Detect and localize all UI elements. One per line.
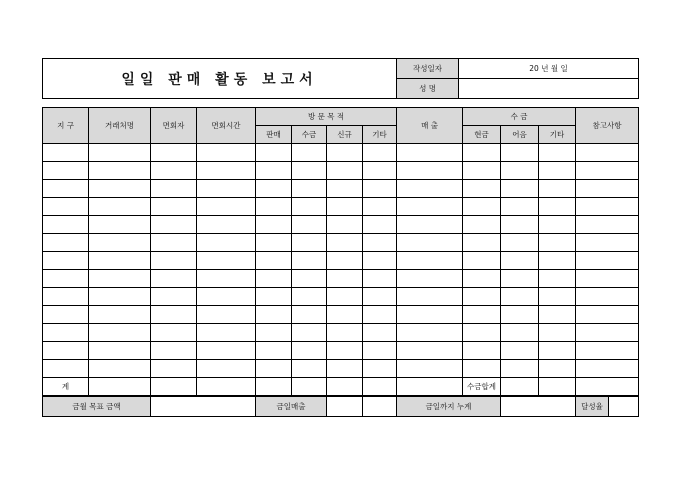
table-row: [43, 162, 639, 180]
col-interviewee: 면회자: [151, 108, 197, 144]
table-row: [43, 288, 639, 306]
report-header-table: [42, 58, 639, 99]
table-cell[interactable]: [501, 216, 539, 234]
table-cell[interactable]: [256, 306, 292, 324]
table-row: [43, 234, 639, 252]
table-cell[interactable]: [292, 270, 327, 288]
table-cell[interactable]: [363, 234, 397, 252]
table-cell[interactable]: [397, 144, 463, 162]
table-cell[interactable]: [327, 306, 363, 324]
date-field[interactable]: 20 년 월 일: [459, 59, 639, 79]
table-cell[interactable]: [501, 252, 539, 270]
table-cell[interactable]: [151, 216, 197, 234]
table-cell[interactable]: [576, 144, 639, 162]
table-cell[interactable]: [539, 162, 576, 180]
table-cell[interactable]: [43, 144, 89, 162]
table-cell[interactable]: [292, 342, 327, 360]
footer-table: [42, 396, 639, 417]
table-cell[interactable]: [501, 324, 539, 342]
table-cell[interactable]: [89, 216, 151, 234]
table-row: [43, 180, 639, 198]
table-cell[interactable]: [197, 342, 256, 360]
collection-total-label: 수금합계: [463, 378, 501, 396]
total-cell[interactable]: [327, 378, 363, 396]
total-cell[interactable]: [397, 378, 463, 396]
table-cell[interactable]: [256, 216, 292, 234]
table-cell[interactable]: [197, 234, 256, 252]
table-cell[interactable]: [363, 306, 397, 324]
table-cell[interactable]: [197, 162, 256, 180]
table-cell[interactable]: [463, 252, 501, 270]
table-cell[interactable]: [89, 324, 151, 342]
table-cell[interactable]: [89, 288, 151, 306]
table-cell[interactable]: [576, 198, 639, 216]
table-row: [43, 198, 639, 216]
table-row: [43, 252, 639, 270]
table-cell[interactable]: [89, 144, 151, 162]
table-cell[interactable]: [327, 216, 363, 234]
table-cell[interactable]: [256, 288, 292, 306]
table-cell[interactable]: [43, 216, 89, 234]
table-cell[interactable]: [89, 360, 151, 378]
table-cell[interactable]: [256, 342, 292, 360]
table-cell[interactable]: [576, 360, 639, 378]
sales-report-form: [42, 58, 638, 417]
table-cell[interactable]: [197, 144, 256, 162]
table-cell[interactable]: [327, 144, 363, 162]
table-cell[interactable]: [151, 306, 197, 324]
table-cell[interactable]: [256, 360, 292, 378]
today-sales-field[interactable]: [327, 397, 363, 417]
table-cell[interactable]: [151, 144, 197, 162]
table-cell[interactable]: [501, 306, 539, 324]
col-cash: 현금: [463, 126, 501, 144]
table-cell[interactable]: [43, 198, 89, 216]
table-cell[interactable]: [397, 270, 463, 288]
table-cell[interactable]: [501, 144, 539, 162]
table-cell[interactable]: [363, 252, 397, 270]
table-cell[interactable]: [43, 306, 89, 324]
table-cell[interactable]: [539, 288, 576, 306]
table-cell[interactable]: [256, 198, 292, 216]
table-cell[interactable]: [256, 180, 292, 198]
table-cell[interactable]: [89, 306, 151, 324]
table-cell[interactable]: [363, 216, 397, 234]
cumulative-label: 금일까지 누계: [397, 397, 501, 417]
table-cell[interactable]: [539, 360, 576, 378]
table-cell[interactable]: [151, 324, 197, 342]
table-cell[interactable]: [43, 270, 89, 288]
table-cell[interactable]: [539, 234, 576, 252]
table-cell[interactable]: [256, 270, 292, 288]
total-cell[interactable]: [539, 378, 576, 396]
table-cell[interactable]: [151, 198, 197, 216]
name-label: 성 명: [397, 79, 459, 99]
table-cell[interactable]: [89, 234, 151, 252]
table-cell[interactable]: [43, 342, 89, 360]
col-visit-sale: 판매: [256, 126, 292, 144]
table-cell[interactable]: [256, 252, 292, 270]
table-cell[interactable]: [539, 144, 576, 162]
today-sales-field-extra[interactable]: [363, 397, 397, 417]
table-cell[interactable]: [501, 360, 539, 378]
table-cell[interactable]: [363, 198, 397, 216]
table-cell[interactable]: [463, 270, 501, 288]
monthly-target-field[interactable]: [151, 397, 256, 417]
table-cell[interactable]: [327, 342, 363, 360]
col-sales: 매 출: [397, 108, 463, 144]
table-cell[interactable]: [539, 306, 576, 324]
table-cell[interactable]: [292, 162, 327, 180]
table-cell[interactable]: [463, 198, 501, 216]
table-cell[interactable]: [327, 270, 363, 288]
table-cell[interactable]: [256, 144, 292, 162]
today-sales-label: 금일매출: [256, 397, 327, 417]
achievement-field[interactable]: [609, 397, 639, 417]
table-row: [43, 144, 639, 162]
table-cell[interactable]: [576, 216, 639, 234]
col-note-bill: 어음: [501, 126, 539, 144]
table-row: [43, 270, 639, 288]
achievement-label: 달성율: [576, 397, 609, 417]
table-cell[interactable]: [151, 288, 197, 306]
total-cell[interactable]: [151, 378, 197, 396]
table-row: [43, 342, 639, 360]
table-cell[interactable]: [197, 180, 256, 198]
table-cell[interactable]: [197, 270, 256, 288]
table-cell[interactable]: [327, 324, 363, 342]
table-cell[interactable]: [43, 324, 89, 342]
table-row: [43, 360, 639, 378]
table-cell[interactable]: [397, 324, 463, 342]
table-cell[interactable]: [327, 180, 363, 198]
table-cell[interactable]: [43, 288, 89, 306]
table-cell[interactable]: [151, 252, 197, 270]
table-cell[interactable]: [197, 216, 256, 234]
table-cell[interactable]: [89, 180, 151, 198]
total-cell[interactable]: [576, 378, 639, 396]
table-cell[interactable]: [327, 162, 363, 180]
activity-rows: [43, 144, 639, 378]
total-cell[interactable]: [292, 378, 327, 396]
table-cell[interactable]: [151, 234, 197, 252]
table-cell[interactable]: [539, 180, 576, 198]
table-cell[interactable]: [576, 252, 639, 270]
col-region: 지 구: [43, 108, 89, 144]
table-cell[interactable]: [363, 342, 397, 360]
table-cell[interactable]: [397, 234, 463, 252]
table-cell[interactable]: [89, 162, 151, 180]
table-cell[interactable]: [197, 288, 256, 306]
table-cell[interactable]: [463, 342, 501, 360]
table-cell[interactable]: [363, 144, 397, 162]
table-cell[interactable]: [363, 270, 397, 288]
report-title: 일일 판매 활동 보고서: [43, 59, 397, 99]
table-cell[interactable]: [397, 306, 463, 324]
table-cell[interactable]: [576, 288, 639, 306]
col-visit-new: 신규: [327, 126, 363, 144]
table-row: [43, 306, 639, 324]
table-cell[interactable]: [43, 360, 89, 378]
date-label: 작성일자: [397, 59, 459, 79]
total-cell[interactable]: [89, 378, 151, 396]
table-cell[interactable]: [292, 216, 327, 234]
col-visit-other: 기타: [363, 126, 397, 144]
table-cell[interactable]: [576, 162, 639, 180]
col-interview-time: 면회시간: [197, 108, 256, 144]
table-cell[interactable]: [576, 234, 639, 252]
table-cell[interactable]: [89, 252, 151, 270]
table-cell[interactable]: [43, 252, 89, 270]
col-visit-collect: 수금: [292, 126, 327, 144]
table-cell[interactable]: [576, 306, 639, 324]
table-cell[interactable]: [256, 162, 292, 180]
table-cell[interactable]: [89, 198, 151, 216]
table-cell[interactable]: [292, 306, 327, 324]
table-cell[interactable]: [256, 324, 292, 342]
table-cell[interactable]: [151, 342, 197, 360]
table-cell[interactable]: [463, 144, 501, 162]
table-cell[interactable]: [463, 180, 501, 198]
table-cell[interactable]: [89, 342, 151, 360]
col-client: 거래처명: [89, 108, 151, 144]
table-cell[interactable]: [463, 360, 501, 378]
table-cell[interactable]: [397, 288, 463, 306]
total-cell[interactable]: [197, 378, 256, 396]
table-cell[interactable]: [43, 234, 89, 252]
table-cell[interactable]: [397, 198, 463, 216]
table-cell[interactable]: [539, 216, 576, 234]
table-cell[interactable]: [197, 360, 256, 378]
table-cell[interactable]: [43, 162, 89, 180]
table-cell[interactable]: [363, 360, 397, 378]
total-cell[interactable]: [501, 378, 539, 396]
table-cell[interactable]: [501, 270, 539, 288]
table-cell[interactable]: [463, 306, 501, 324]
table-cell[interactable]: [397, 162, 463, 180]
table-cell[interactable]: [89, 270, 151, 288]
table-cell[interactable]: [197, 324, 256, 342]
table-cell[interactable]: [292, 360, 327, 378]
total-cell[interactable]: [363, 378, 397, 396]
col-collection: 수 금: [463, 108, 576, 126]
cumulative-field[interactable]: [501, 397, 576, 417]
monthly-target-label: 금월 목표 금액: [43, 397, 151, 417]
table-cell[interactable]: [463, 324, 501, 342]
table-cell[interactable]: [539, 198, 576, 216]
table-row: [43, 216, 639, 234]
table-cell[interactable]: [327, 288, 363, 306]
table-cell[interactable]: [463, 162, 501, 180]
table-cell[interactable]: [576, 180, 639, 198]
table-cell[interactable]: [463, 216, 501, 234]
table-cell[interactable]: [363, 288, 397, 306]
table-cell[interactable]: [501, 198, 539, 216]
table-cell[interactable]: [463, 288, 501, 306]
table-cell[interactable]: [292, 288, 327, 306]
total-label: 계: [43, 378, 89, 396]
name-field[interactable]: [459, 79, 639, 99]
table-cell[interactable]: [463, 234, 501, 252]
table-cell[interactable]: [397, 180, 463, 198]
table-cell[interactable]: [292, 324, 327, 342]
activity-table: [42, 107, 639, 396]
table-cell[interactable]: [292, 144, 327, 162]
table-cell[interactable]: [397, 216, 463, 234]
table-row: [43, 324, 639, 342]
table-cell[interactable]: [151, 162, 197, 180]
table-cell[interactable]: [151, 270, 197, 288]
table-cell[interactable]: [197, 252, 256, 270]
table-cell[interactable]: [363, 180, 397, 198]
table-cell[interactable]: [197, 198, 256, 216]
table-cell[interactable]: [292, 198, 327, 216]
table-cell[interactable]: [327, 198, 363, 216]
table-cell[interactable]: [327, 234, 363, 252]
table-cell[interactable]: [539, 252, 576, 270]
table-cell[interactable]: [292, 234, 327, 252]
table-cell[interactable]: [576, 324, 639, 342]
table-cell[interactable]: [327, 252, 363, 270]
table-cell[interactable]: [539, 270, 576, 288]
col-collect-other: 기타: [539, 126, 576, 144]
table-cell[interactable]: [501, 342, 539, 360]
table-cell[interactable]: [197, 306, 256, 324]
table-cell[interactable]: [363, 162, 397, 180]
table-cell[interactable]: [501, 234, 539, 252]
table-cell[interactable]: [501, 162, 539, 180]
table-cell[interactable]: [397, 252, 463, 270]
table-cell[interactable]: [151, 360, 197, 378]
table-cell[interactable]: [501, 288, 539, 306]
table-cell[interactable]: [576, 270, 639, 288]
col-visit-purpose: 방 문 목 적: [256, 108, 397, 126]
table-cell[interactable]: [539, 324, 576, 342]
table-cell[interactable]: [43, 180, 89, 198]
table-cell[interactable]: [151, 180, 197, 198]
table-cell[interactable]: [501, 180, 539, 198]
table-cell[interactable]: [256, 234, 292, 252]
table-cell[interactable]: [539, 342, 576, 360]
table-cell[interactable]: [292, 252, 327, 270]
table-cell[interactable]: [397, 342, 463, 360]
total-cell[interactable]: [256, 378, 292, 396]
table-cell[interactable]: [327, 360, 363, 378]
table-cell[interactable]: [292, 180, 327, 198]
table-cell[interactable]: [576, 342, 639, 360]
col-notes: 참고사항: [576, 108, 639, 144]
table-cell[interactable]: [363, 324, 397, 342]
table-cell[interactable]: [397, 360, 463, 378]
